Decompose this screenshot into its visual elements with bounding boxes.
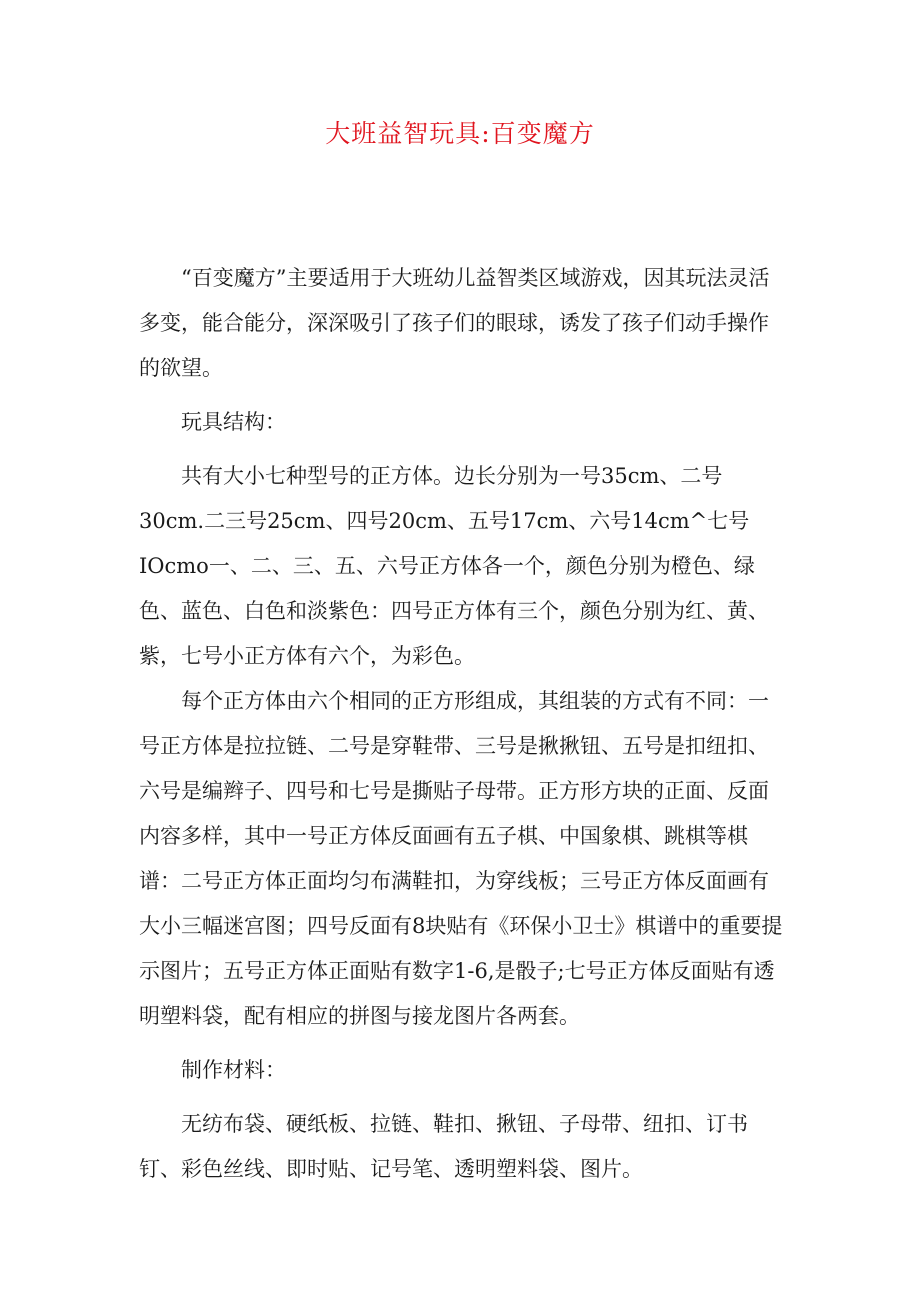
heading-structure: 玩具结构： xyxy=(181,410,286,434)
document-body xyxy=(139,256,787,1192)
heading-materials: 制作材料： xyxy=(181,1058,286,1082)
document-title: 大班益智玩具:百变魔方 xyxy=(325,119,595,148)
paragraph-structure: 共有大小七种型号的正方体。边长分别为一号35cm、二号30cm.二三号25cm、四号20cm、五号17cm、六号14cm^七号IOcmo一、二、三、五、六号正方体各一个，颜色分别为橙色、绿色、蓝色、白色和淡紫色：四号正方体有三个，颜色分别为红、黄、紫，七号小正方体有六个，为彩色。 xyxy=(139,464,769,668)
paragraph-materials: 无纺布袋、硬纸板、拉链、鞋扣、揪钮、子母带、纽扣、订书钉、彩色丝线、即时贴、记号笔、透明塑料袋、图片。 xyxy=(139,1112,748,1181)
paragraph-assembly: 每个正方体由六个相同的正方形组成，其组装的方式有不同：一号正方体是拉拉链、二号是穿鞋带、三号是揪揪钮、五号是扣纽扣、六号是编辫子、四号和七号是撕贴子母带。正方形方块的正面、反面内容多样，其中一号正方体反面画有五子棋、中国象棋、跳棋等棋谱：二号正方体正面均匀布满鞋扣，为穿线板；三号正方体反面画有大小三幅迷宫图；四号反面有8块贴有《环保小卫士》棋谱中的重要提示图片；五号正方体正面贴有数字1-6,是骰子;七号正方体反面贴有透明塑料袋，配有相应的拼图与接龙图片各两套。 xyxy=(139,689,783,1028)
paragraph-intro: “百变魔方”主要适用于大班幼儿益智类区域游戏，因其玩法灵活多变，能合能分，深深吸引了孩子们的眼球，诱发了孩子们动手操作的欲望。 xyxy=(139,266,770,380)
